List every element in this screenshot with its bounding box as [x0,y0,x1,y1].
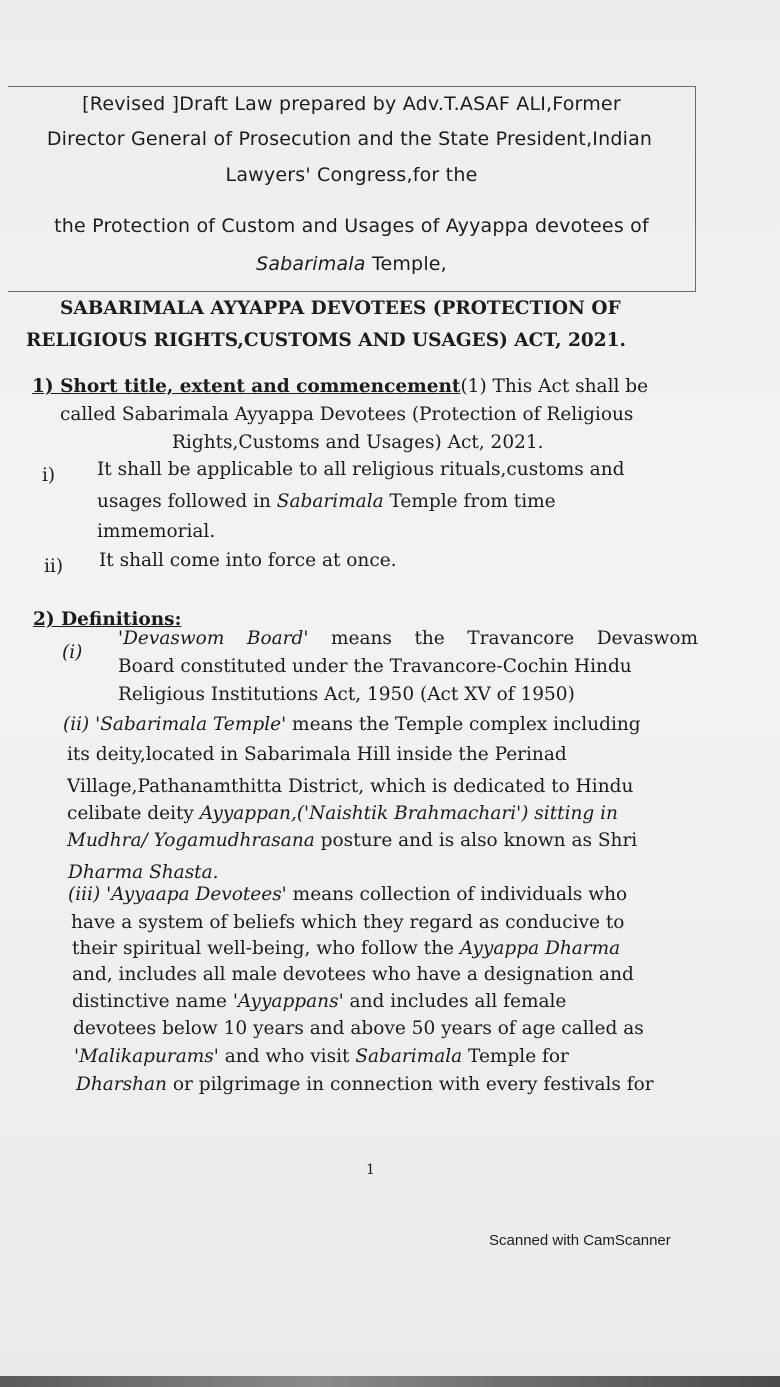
section-1-line-2: called Sabarimala Ayyappa Devotees (Protection of Religious [60,404,634,425]
clause-i-line-2 [97,491,556,512]
clause-ii-marker: ii) [44,556,64,577]
definition-iii-line-8 [76,1074,654,1095]
section-2-heading: 2) Definitions: [33,609,182,630]
section-1-text: (1) This Act shall be [460,376,649,397]
header-line-2: Director General of Prosecution and the State President,Indian [46,128,653,150]
header-line-5 [8,253,695,275]
definition-iii-line-7-b: and who visit [218,1046,356,1067]
definition-ii-line-6: Dharma Shasta. [68,862,219,883]
header-box [8,86,696,292]
definition-iii-line-3-italic: Ayyappa Dharma [459,938,621,959]
scan-edge-strip [0,1376,780,1387]
clause-i-line-1: It shall be applicable to all religious rituals,customs and [97,459,625,480]
page-number: 1 [366,1162,375,1178]
definition-ii-line-2: its deity,located in Sabarimala Hill inside the Perinad [67,744,567,765]
act-title-line-1: SABARIMALA AYYAPPA DEVOTEES (PROTECTION OF [60,298,621,319]
section-1-line-3: Rights,Customs and Usages) Act, 2021. [172,432,544,453]
definition-iii-line-3-a: their spiritual well-being, who follow the [72,938,460,959]
definition-ii-line-5 [67,830,637,851]
camscanner-watermark: Scanned with CamScanner [489,1232,671,1249]
definition-iii-line-7-d: Temple for [462,1046,569,1067]
clause-i-line-2-italic: Sabarimala [276,491,384,512]
definition-ii-line-4-a: celibate deity [67,803,200,824]
definition-iii-line-5 [72,991,566,1012]
clause-i-line-3: immemorial. [97,521,216,542]
definition-i-line-2: Board constituted under the Travancore-Cochin Hindu [118,656,632,677]
definition-iii-line-8-italic: Dharshan [76,1074,167,1095]
clause-i-line-2-c: Temple from time [383,491,556,512]
definition-ii-line-1-rest: means the Temple complex including [286,714,641,735]
definition-iii-line-1 [68,884,627,905]
definition-i-line-3: Religious Institutions Act, 1950 (Act XV of 1950) [118,684,575,705]
definition-iii-line-1-rest: means collection of individuals who [286,884,628,905]
definition-iii-term: 'Ayyaapa Devotees' [106,884,287,905]
header-line-1: [Revised ]Draft Law prepared by Adv.T.ASAF ALI,Former [82,93,621,115]
definition-iii-line-5-c: and includes all female [343,991,567,1012]
section-1-heading: 1) Short title, extent and commencement [32,376,461,397]
definition-ii-line-4-italic: Ayyappan,('Naishtik Brahmachari') sitting in [199,803,618,824]
section-1-first-line [32,376,648,397]
definition-iii-line-5-a: distinctive name [72,991,233,1012]
definition-i-line-1 [118,628,698,649]
definition-ii-line-1 [63,714,641,735]
header-line-5-italic: Sabarimala [256,253,366,275]
definition-ii-line-4 [67,803,618,824]
definition-iii-line-7-italic-c: Sabarimala [355,1046,463,1067]
definition-ii-term: 'Sabarimala Temple' [95,714,287,735]
definition-ii-line-5-rest: posture and is also known as Shri [314,830,638,851]
definition-iii-line-7 [74,1046,569,1067]
definition-ii-line-5-italic: Mudhra/ Yogamudhrasana [67,830,315,851]
definition-iii-line-5-italic: 'Ayyappans' [232,991,344,1012]
definition-i-line-1-rest: means the Travancore Devaswom [308,628,698,649]
definition-i-term: 'Devaswom Board' [118,628,309,649]
definition-ii-line-3: Village,Pathanamthitta District, which is dedicated to Hindu [67,776,634,797]
definition-iii-line-8-rest: or pilgrimage in connection with every festivals for [166,1074,654,1095]
definition-i-marker: (i) [62,642,83,663]
clause-i-line-2-a: usages followed in [97,491,277,512]
act-title-line-2: RELIGIOUS RIGHTS,CUSTOMS AND USAGES) ACT, 2021. [26,330,626,351]
clause-i-marker: i) [42,465,56,486]
definition-iii-line-2: have a system of beliefs which they regard as conducive to [71,912,625,933]
header-line-5-rest: Temple, [365,253,447,275]
definition-ii-marker: (ii) [63,714,96,735]
definition-iii-line-6: devotees below 10 years and above 50 years of age called as [73,1018,644,1039]
header-line-3: Lawyers' Congress,for the [225,164,478,186]
definition-iii-line-7-italic-a: 'Malikapurams' [74,1046,219,1067]
clause-ii-line-1: It shall come into force at once. [99,550,397,571]
definition-iii-marker: (iii) [68,884,107,905]
header-line-4: the Protection of Custom and Usages of Ayyappa devotees of [54,215,649,237]
definition-iii-line-3 [72,938,620,959]
definition-iii-line-4: and, includes all male devotees who have a designation and [72,964,634,985]
